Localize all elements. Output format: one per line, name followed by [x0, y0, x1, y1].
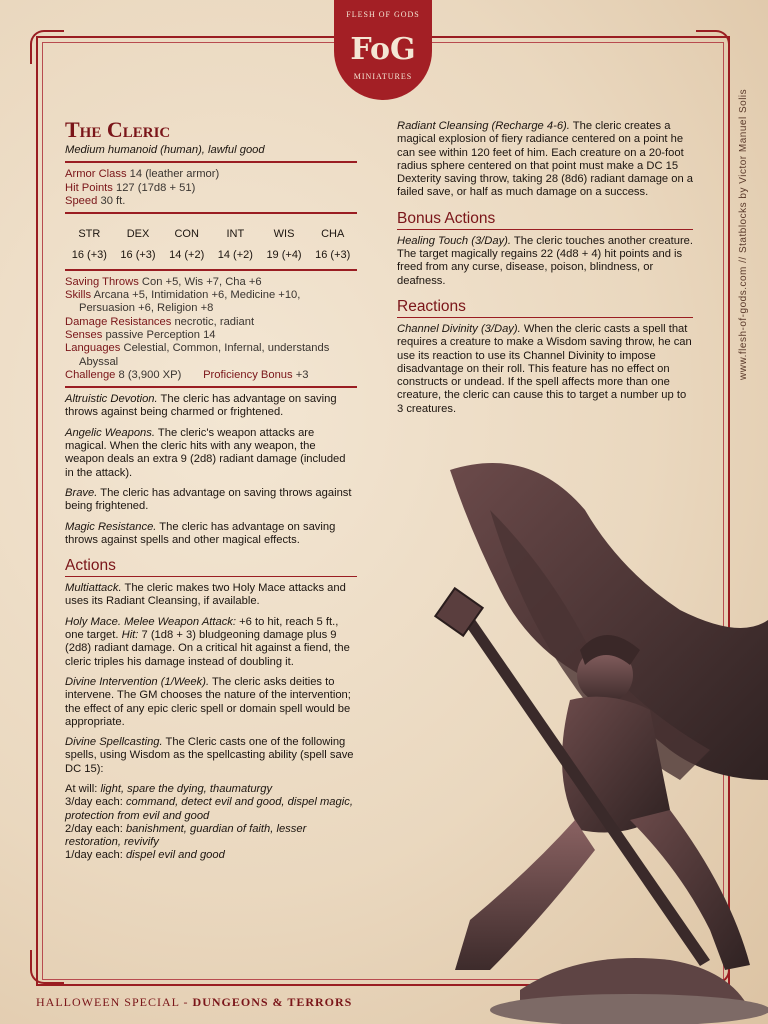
- actions-heading: Actions: [65, 557, 116, 575]
- reactions-heading: Reactions: [397, 297, 466, 315]
- ability-str: STR 16 (+3): [71, 228, 107, 262]
- ability-int: INT 14 (+2): [217, 228, 253, 262]
- spell-list: [65, 783, 357, 863]
- monster-type: Medium humanoid (human), lawful good: [65, 144, 265, 156]
- statblock-left-column: [65, 118, 357, 863]
- divider: [65, 269, 357, 271]
- action-multiattack: Multiattack. The cleric makes two Holy Mace attacks and uses its Radiant Cleansing, if available.: [65, 582, 346, 608]
- section-divider: [65, 576, 357, 577]
- languages-line-2: Abyssal: [79, 355, 119, 368]
- cleric-miniature-illustration: [380, 450, 768, 1024]
- monster-name: The Cleric: [65, 117, 171, 142]
- reaction-channel-divinity: Channel Divinity (3/Day). When the cleric casts a spell that requires a creature to make a Wisdom saving throw, he can use its reaction to use its Channel Divinity to impose disadvantage on their roll. This feature has no effect on constructs or undead. If the spell affects more than one creature, the cleric can cause this to target a number up to 3 creatures.: [397, 322, 692, 415]
- action-radiant-cleansing: Radiant Cleansing (Recharge 4-6). The cleric creates a magical explosion of fiery radiance centered on a point he can see within 120 feet of him. Each creature on a 20-foot radius sphere centered on that point must make a DC 15 Dexterity saving throw, taking 28 (8d6) radiant damage on a failed save, or half as much damage on a success.: [397, 120, 694, 199]
- trait-magic-resistance: Magic Resistance. The cleric has advantage on saving throws against spells and other magical effects.: [65, 520, 336, 546]
- senses-line: Senses passive Perception 14: [65, 328, 216, 341]
- statblock-right-column: [397, 120, 693, 423]
- corner-ornament-top-right: [696, 30, 730, 64]
- languages-line: Languages Celestial, Common, Infernal, understands: [65, 342, 330, 355]
- divider: [65, 212, 357, 214]
- badge-bottom-text: MINIATURES: [353, 72, 413, 81]
- side-credit: [738, 88, 758, 381]
- speed-line: Speed 30 ft.: [65, 194, 126, 207]
- ability-wis: WIS 19 (+4): [266, 228, 302, 262]
- section-divider: [397, 317, 693, 318]
- action-divine-spellcasting: Divine Spellcasting. The Cleric casts one of the following spells, using Wisdom as the spellcasting ability (spell save DC 15):: [65, 736, 354, 775]
- skills-line-2: Persuasion +6, Religion +8: [79, 302, 214, 315]
- action-divine-intervention: Divine Intervention (1/Week). The cleric asks deities to intervene. The GM chooses the nature of the intervention; the effect of any epic cleric spell or domain spell would be appropriate.: [65, 675, 351, 728]
- footer: [36, 995, 352, 1010]
- ability-con: CON 14 (+2): [169, 228, 205, 262]
- section-divider: [397, 229, 693, 230]
- spell-list-1-day: 1/day each: dispel evil and good: [65, 849, 225, 862]
- spell-list-2-day: 2/day each: banishment, guardian of faith, lesser restoration, revivify: [65, 822, 307, 849]
- footer-right: DUNGEONS & TERRORS: [192, 995, 353, 1009]
- challenge-line: Challenge 8 (3,900 XP) Proficiency Bonus +3: [65, 368, 309, 381]
- bonus-healing-touch: Healing Touch (3/Day). The cleric touches another creature. The target magically regains 22 (4d8 + 4) hit points and is freed from any curse, disease, poison, blindness, or deafness.: [397, 234, 694, 287]
- action-holy-mace: Holy Mace. Melee Weapon Attack: +6 to hit, reach 5 ft., one target. Hit: 7 (1d8 + 3) bludgeoning damage plus 9 (2d8) radiant damage. On a critical hit against a fiend, the cleric triples his damage instead of doubling it.: [65, 615, 350, 668]
- side-credit-text: www.flesh-of-gods.com // Statblocks by Victor Manuel Solis: [738, 88, 749, 380]
- corner-ornament-bottom-left: [30, 950, 64, 984]
- armor-class-line: Armor Class 14 (leather armor): [65, 168, 220, 181]
- brand-badge: [334, 0, 432, 100]
- spell-list-at-will: At will: light, spare the dying, thaumaturgy: [65, 782, 273, 795]
- brand-logo-icon: FoG: [350, 32, 416, 67]
- trait-brave: Brave. The cleric has advantage on saving throws against being frightened.: [65, 486, 352, 513]
- ability-scores: [65, 228, 357, 263]
- spell-list-3-day: 3/day each: command, detect evil and good, dispel magic, protection from evil and good: [65, 796, 353, 822]
- skills-line: Skills Arcana +5, Intimidation +6, Medicine +10,: [65, 289, 301, 302]
- bonus-actions-heading: Bonus Actions: [397, 209, 496, 227]
- badge-top-text: FLESH OF GODS: [346, 10, 420, 19]
- divider: [65, 386, 357, 388]
- footer-left: HALLOWEEN SPECIAL -: [36, 995, 193, 1009]
- ability-cha: CHA 16 (+3): [315, 228, 351, 262]
- damage-resistances-line: Damage Resistances necrotic, radiant: [65, 315, 255, 328]
- corner-ornament-top-left: [30, 30, 64, 64]
- hit-points-line: Hit Points 127 (17d8 + 51): [65, 181, 196, 194]
- ability-dex: DEX 16 (+3): [120, 228, 156, 262]
- saving-throws-line: Saving Throws Con +5, Wis +7, Cha +6: [65, 275, 262, 288]
- divider: [65, 161, 357, 163]
- trait-angelic-weapons: Angelic Weapons. The cleric's weapon attacks are magical. When the cleric hits with any weapon, the weapon deals an extra 9 (2d8) radiant damage (included in the attack).: [65, 426, 346, 479]
- trait-altruistic-devotion: Altruistic Devotion. The cleric has advantage on saving throws against being charmed or frightened.: [65, 393, 337, 419]
